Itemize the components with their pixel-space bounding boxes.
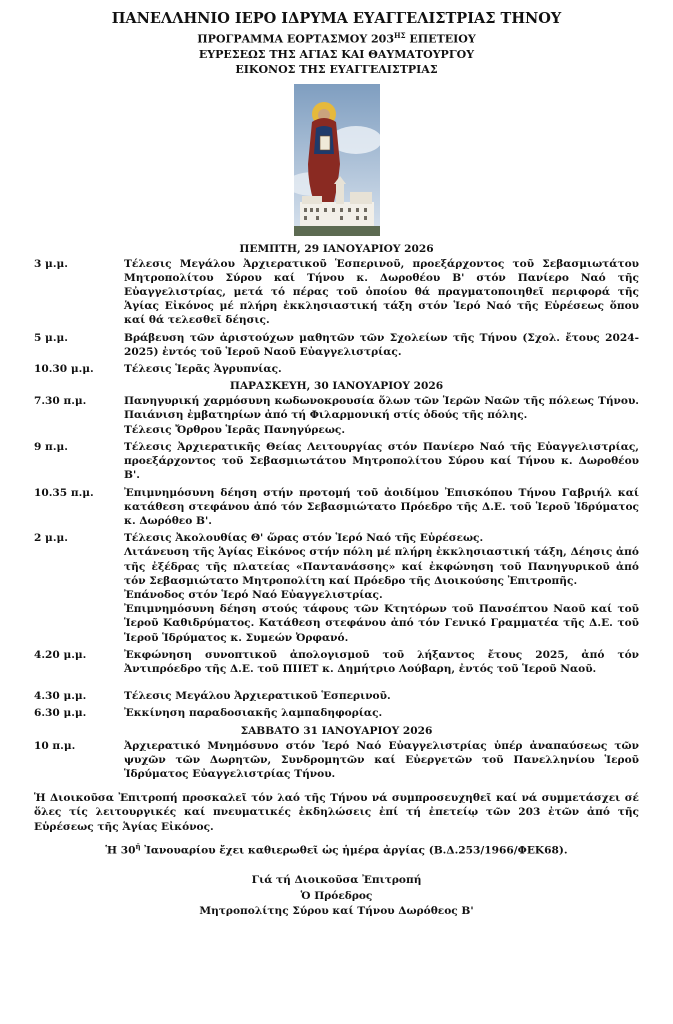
day-heading: ΣΑΒΒΑΤΟ 31 ΙΑΝΟΥΑΡΙΟΥ 2026 [240, 724, 433, 737]
event-paragraph: Τέλεσις Ἀρχιερατικῆς Θείας Λειτουργίας στόν Πανίερο Ναό τῆς Εὐαγγελιστρίας, προεξάρχοντος τοῦ Σεβασμιωτάτου Μητροπολίτου Σύρου καί Τήνου κ. Δωροθέου Β'. [124, 440, 639, 482]
program-title: ΠΡΟΓΡΑΜΜΑ ΕΟΡΤΑΣΜΟΥ $203^{H\Sigma}$ ΕΠΕΤΕΙΟΥ [197, 31, 476, 46]
day-heading: ΠΕΜΠΤΗ, 29 ΙΑΝΟΥΑΡΙΟΥ 2026 [239, 242, 434, 255]
signature-block [34, 873, 639, 920]
event-description [124, 362, 639, 376]
event-time: 10.35 π.μ. [34, 486, 94, 499]
event-paragraph: Λιτάνευση τῆς Ἁγίας Εἰκόνος στήν πόλη μέ πλήρη ἐκκλησιαστική τάξη, Δέησις ἀπό τῆς ἐξέδρας τῆς πλατείας «Παντανάσσης» καί ἐκφώνηση τοῦ Πανηγυρικοῦ ἀπό τόν Σεβασμιώτατο Μητροπολίτη καί Πρόεδρο τῆς Διοικούσης Ἐπιτροπῆς. [124, 546, 639, 587]
event-description [124, 689, 639, 703]
event-description [124, 331, 639, 359]
schedule-row [34, 739, 639, 782]
schedule-row [34, 331, 639, 359]
schedule-row [34, 394, 639, 437]
event-paragraph: Βράβευση τῶν ἀριστούχων μαθητῶν τῶν Σχολείων τῆς Τήνου (Σχολ. ἔτους 2024-2025) ἐντός τοῦ Ἱεροῦ Ναοῦ Εὐαγγελιστρίας. [124, 331, 639, 358]
holiday-notice: Ἡ $30^ῆ$ Ἰανουαρίου ἔχει καθιερωθεῖ ὡς ἡμέρα ἀργίας (Β.Δ.253/1966/ΦΕΚ68). [105, 841, 568, 857]
event-time: 5 μ.μ. [34, 331, 68, 344]
signature-line: Μητροπολίτης Σύρου καί Τήνου Δωρόθεος Β' [199, 905, 474, 918]
event-paragraph: Τέλεσις Ἀκολουθίας Θ' ὥρας στόν Ἱερό Ναό τῆς Εὑρέσεως. [124, 532, 484, 545]
event-paragraph: Τέλεσις Ὄρθρου Ἱερᾶς Πανηγύρεως. [124, 423, 346, 436]
program-subtitle-2: ΕΙΚΟΝΟΣ ΤΗΣ ΕΥΑΓΓΕΛΙΣΤΡΙΑΣ [235, 62, 438, 76]
event-description [124, 531, 639, 645]
event-paragraph: Τέλεσις Μεγάλου Ἀρχιερατικοῦ Ἑσπερινοῦ. [124, 690, 391, 703]
event-paragraph: Ἐκκίνηση παραδοσιακῆς λαμπαδηφορίας. [124, 707, 383, 720]
event-description [124, 257, 639, 328]
event-paragraph: Ἐπιμνημόσυνη δέηση στούς τάφους τῶν Κτητόρων τοῦ Πανσέπτου Ναοῦ καί τοῦ Ἱεροῦ Καθιδρύματος. Κατάθεση στεφάνου ἀπό τόν Γενικό Γραμματέα τῆς Δ.Ε. τοῦ Ἱεροῦ Ἱδρύματος κ. Συμεών Ὀρφανό. [124, 603, 639, 644]
event-time: 4.30 μ.μ. [34, 690, 87, 703]
event-description [124, 394, 639, 437]
schedule-row [34, 486, 639, 529]
event-paragraph: Ἀρχιερατικό Μνημόσυνο στόν Ἱερό Ναό Εὐαγγελιστρίας ὑπέρ ἀναπαύσεως τῶν ψυχῶν τῶν Δωρητῶν, Συνδρομητῶν καί Εὐεργετῶν τοῦ Πανελληνίου Ἱεροῦ Ἱδρύματος Εὐαγγελιστρίας Τήνου. [124, 739, 639, 780]
event-description [124, 486, 639, 529]
schedule-row [34, 648, 639, 676]
event-description [124, 648, 639, 676]
schedule-row [34, 440, 639, 483]
event-description [124, 739, 639, 782]
schedule-row [34, 531, 639, 645]
event-time: 4.20 μ.μ. [34, 648, 87, 661]
schedule-row [34, 706, 639, 720]
signature-line: Ὁ Πρόεδρος [300, 889, 373, 902]
icon-image [34, 84, 639, 236]
event-paragraph: Ἐπάνοδος στόν Ἱερό Ναό Εὐαγγελιστρίας. [124, 588, 383, 601]
event-time: 10.30 μ.μ. [34, 363, 94, 376]
institution-title: ΠΑΝΕΛΛΗΝΙΟ ΙΕΡΟ ΙΔΡΥΜΑ ΕΥΑΓΓΕΛΙΣΤΡΙΑΣ ΤΗΝΟΥ [111, 10, 562, 27]
event-time: 6.30 μ.μ. [34, 707, 87, 720]
event-paragraph: Τέλεσις Μεγάλου Ἀρχιερατικοῦ Ἑσπερινοῦ, προεξάρχοντος τοῦ Σεβασμιωτάτου Μητροπολίτου Σύρου καί Τήνου κ. Δωροθέου Β' στόν Πανίερο Ναό τῆς Εὐαγγελιστρίας, μετά τό πέρας τοῦ ὁποίου θά πραγματοποιηθεῖ περιφορά τῆς Ἁγίας Εἰκόνος μέ πλήρη ἐκκλησιαστική τάξη στόν Ἱερό Ναό τῆς Εὑρέσεως ὅπου καί θά τελεσθεῖ δέησις. [124, 257, 639, 327]
event-description [124, 440, 639, 483]
event-time: 2 μ.μ. [34, 532, 68, 545]
signature-line: Γιά τή Διοικοῦσα Ἐπιτροπή [251, 874, 422, 887]
event-paragraph: Πανηγυρική χαρμόσυνη κωδωνοκρουσία ὅλων τῶν Ἱερῶν Ναῶν τῆς πόλεως Τήνου. Παιάνιση ἐμβατηρίων ἀπό τή Φιλαρμονική στίς ὁδούς τῆς πόλης. [124, 395, 639, 422]
closing-invitation: Ἡ Διοικοῦσα Ἐπιτροπή προσκαλεῖ τόν λαό τῆς Τήνου νά συμπροσευχηθεῖ καί νά συμμετάσχει σέ ὅλες τίς λειτουργικές καί πνευματικές ἐκδηλώσεις ἐπί τή ἐπετείῳ τῶν 203 ἐτῶν ἀπό τῆς Εὑρέσεως τῆς Ἁγίας Εἰκόνος. [34, 792, 639, 833]
event-paragraph: Τέλεσις Ἱερᾶς Ἀγρυπνίας. [124, 363, 282, 376]
event-time: 10 π.μ. [34, 739, 76, 752]
event-time: 3 μ.μ. [34, 257, 68, 270]
schedule-row [34, 689, 639, 703]
schedule-row [34, 362, 639, 376]
program-subtitle-1: ΕΥΡΕΣΕΩΣ ΤΗΣ ΑΓΙΑΣ ΚΑΙ ΘΑΥΜΑΤΟΥΡΓΟΥ [198, 47, 475, 61]
event-paragraph: Ἐκφώνηση συνοπτικοῦ ἀπολογισμοῦ τοῦ λήξαντος ἔτους 2025, ἀπό τόν Ἀντιπρόεδρο τῆς Δ.Ε. τοῦ ΠΙΙΕΤ κ. Δημήτριο Λούβαρη, ἐντός τοῦ Ἱεροῦ Ναοῦ. [124, 648, 639, 675]
event-time: 9 π.μ. [34, 440, 68, 453]
event-paragraph: Ἐπιμνημόσυνη δέηση στήν προτομή τοῦ ἀοιδίμου Ἐπισκόπου Τήνου Γαβριήλ καί κατάθεση στεφάνου ἀπό τόν Σεβασμιώτατο Πρόεδρο τῆς Δ.Ε. τοῦ Ἱεροῦ Ἱδρύματος κ. Δωρόθεο Β'. [124, 486, 639, 527]
event-description [124, 706, 639, 720]
event-time: 7.30 π.μ. [34, 395, 87, 408]
program-schedule [34, 242, 639, 782]
day-heading: ΠΑΡΑΣΚΕΥΗ, 30 ΙΑΝΟΥΑΡΙΟΥ 2026 [229, 380, 444, 393]
virgin-mary-icon [294, 84, 380, 236]
schedule-row [34, 257, 639, 328]
